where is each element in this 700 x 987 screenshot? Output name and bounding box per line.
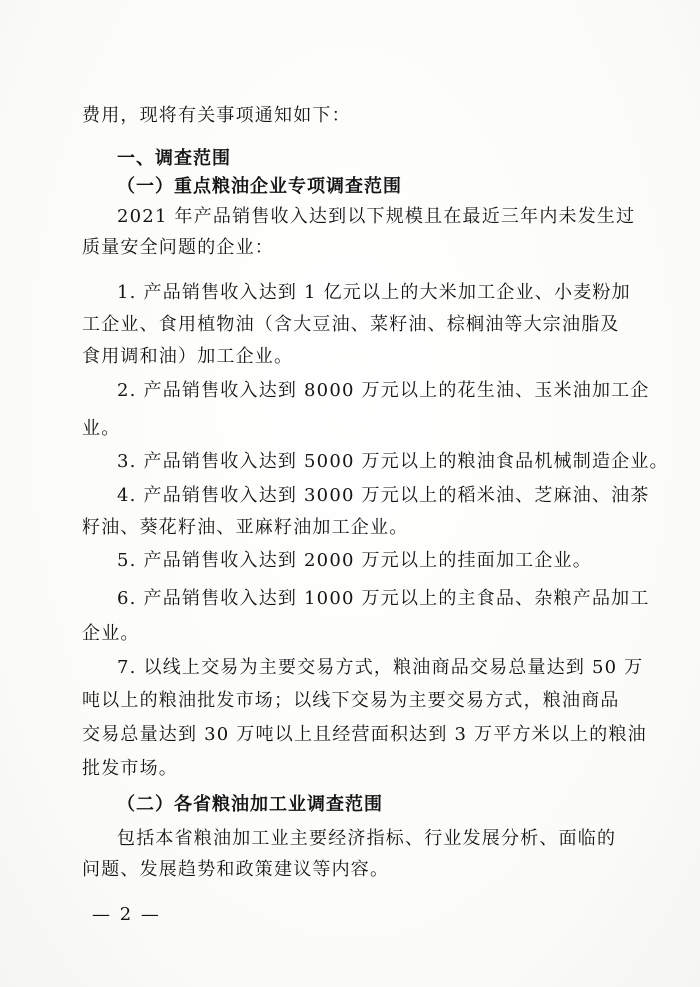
text-line: 4. 产品销售收入达到 3000 万元以上的稻米油、芝麻油、油茶: [117, 485, 650, 506]
text-line: 吨以上的粮油批发市场；以线下交易为主要交易方式，粮油商品: [82, 690, 620, 711]
section-heading: 一、调查范围: [117, 148, 231, 169]
subsection-heading: （二）各省粮油加工业调查范围: [117, 794, 383, 815]
page-number: — 2 —: [92, 904, 161, 925]
text-line: 籽油、葵花籽油、亚麻籽油加工企业。: [82, 517, 409, 538]
text-line: 6. 产品销售收入达到 1000 万元以上的主食品、杂粮产品加工: [117, 588, 650, 609]
text-line: 2. 产品销售收入达到 8000 万元以上的花生油、玉米油加工企: [117, 380, 650, 401]
text-line: 工企业、食用植物油（含大豆油、菜籽油、棕榈油等大宗油脂及: [82, 314, 620, 335]
text-line: 7. 以线上交易为主要交易方式，粮油商品交易总量达到 50 万: [117, 657, 644, 678]
text-line: 问题、发展趋势和政策建议等内容。: [82, 859, 390, 880]
text-line: 2021 年产品销售收入达到以下规模且在最近三年内未发生过: [117, 206, 636, 227]
text-line: 交易总量达到 30 万吨以上且经营面积达到 3 万平方米以上的粮油: [82, 724, 647, 745]
text-line: 质量安全问题的企业：: [82, 237, 274, 258]
subsection-heading: （一）重点粮油企业专项调查范围: [117, 176, 402, 197]
text-line: 包括本省粮油加工业主要经济指标、行业发展分析、面临的: [117, 828, 617, 849]
text-line: 5. 产品销售收入达到 2000 万元以上的挂面加工企业。: [117, 550, 592, 571]
text-line: 批发市场。: [82, 758, 178, 779]
text-line: 企业。: [82, 623, 140, 644]
text-line: 业。: [82, 418, 121, 439]
text-line: 3. 产品销售收入达到 5000 万元以上的粮油食品机械制造企业。: [117, 451, 669, 472]
text-line: 食用调和油）加工企业。: [82, 346, 294, 367]
text-line: 1. 产品销售收入达到 1 亿元以上的大米加工企业、小麦粉加: [117, 282, 631, 303]
text-line: 费用，现将有关事项通知如下：: [82, 105, 351, 126]
